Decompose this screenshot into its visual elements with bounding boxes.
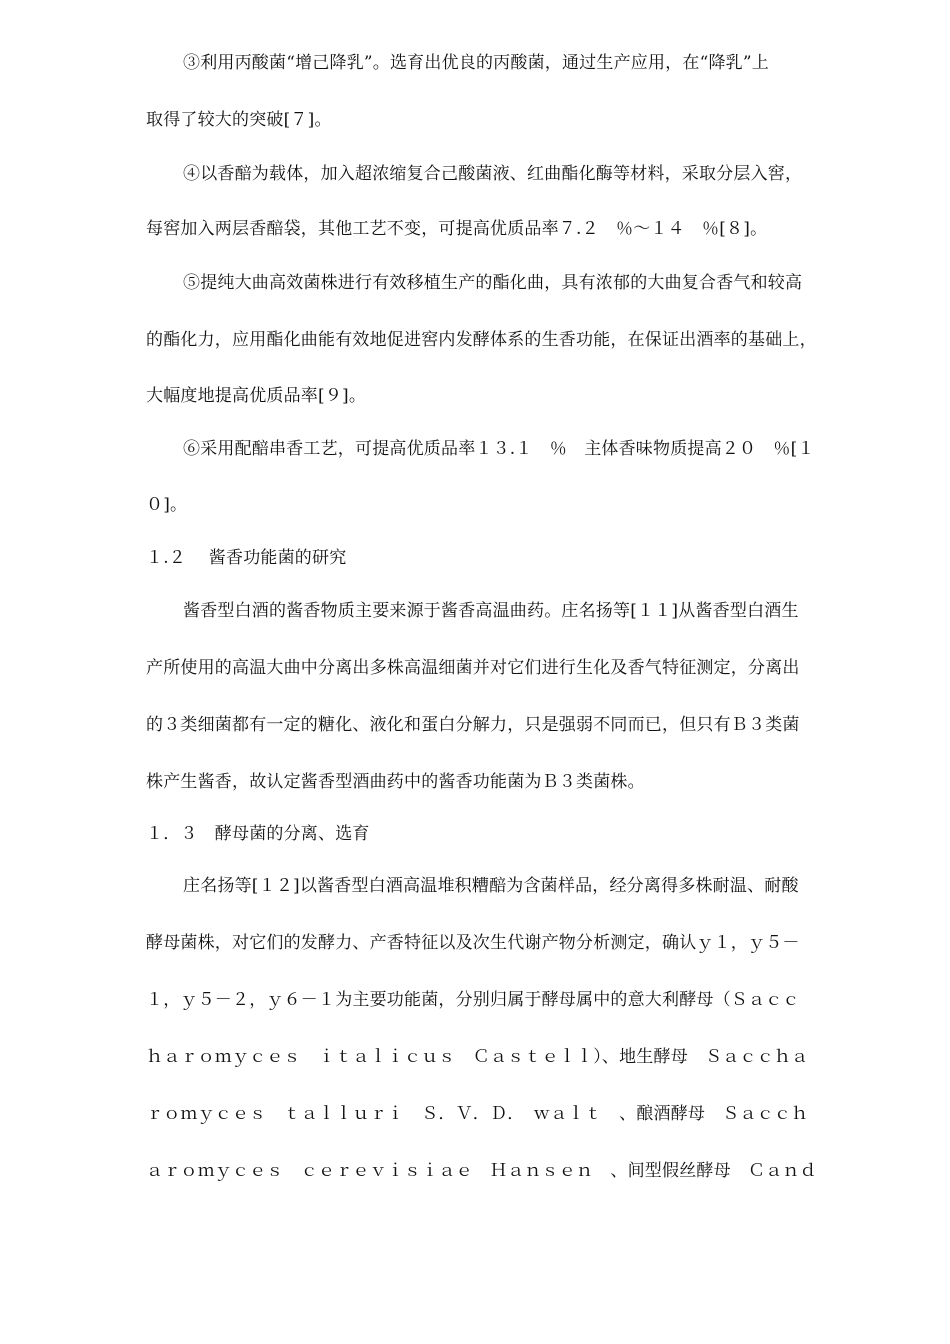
paragraph-8-line-4: ｈａｒｏｍｙｃｅｓ ｉｔａｌｉｃｕｓ Ｃａｓｔｅｌｌ）、地生酵母 Ｓａｃｃｈａ [146,1047,809,1067]
paragraph-7-line-4: 株产生酱香，故认定酱香型酒曲药中的酱香功能菌为Ｂ３类菌株。 [146,772,645,792]
paragraph-7-line-3: 的３类细菌都有一定的糖化、液化和蛋白分解力，只是强弱不同而已，但只有Ｂ３类菌 [146,715,800,735]
paragraph-3-line-2: 取得了较大的突破[７]。 [146,110,332,130]
paragraph-5-line-3: 大幅度地提高优质品率[９]。 [146,386,367,406]
paragraph-3-line-1: ③利用丙酸菌“增己降乳”。选育出优良的丙酸菌，通过生产应用，在“降乳”上 [183,53,769,73]
paragraph-4-line-2: 每窖加入两层香醅袋，其他工艺不变，可提高优质品率７.２ ％～１４ ％[８]。 [146,219,768,239]
paragraph-8-line-3: １，ｙ５－２，ｙ６－１为主要功能菌，分别归属于酵母属中的意大利酵母（Ｓａｃｃ [146,990,800,1010]
paragraph-8-line-1: 庄名扬等[１２]以酱香型白酒高温堆积糟醅为含菌样品，经分离得多株耐温、耐酸 [183,876,799,896]
section-heading-1-3: １．３ 酵母菌的分离、选育 [146,824,370,844]
paragraph-6-line-1: ⑥采用配醅串香工艺，可提高优质品率１３.１ ％ 主体香味物质提高２０ ％[１ [183,439,815,459]
paragraph-7-line-2: 产所使用的高温大曲中分离出多株高温细菌并对它们进行生化及香气特征测定，分离出 [146,658,800,678]
paragraph-6-line-2: ０]。 [146,495,188,515]
paragraph-8-line-6: ａｒｏｍｙｃｅｓ ｃｅｒｅｖｉｓｉａｅ Ｈａｎｓｅｎ 、间型假丝酵母 Ｃａｎｄ [146,1161,817,1181]
paragraph-4-line-1: ④以香醅为载体，加入超浓缩复合己酸菌液、红曲酯化酶等材料，采取分层入窖， [183,164,803,184]
paragraph-8-line-2: 酵母菌株，对它们的发酵力、产香特征以及次生代谢产物分析测定，确认ｙ１，ｙ５－ [146,933,800,953]
paragraph-5-line-1: ⑤提纯大曲高效菌株进行有效移植生产的酯化曲，具有浓郁的大曲复合香气和较高 [183,273,803,293]
paragraph-5-line-2: 的酯化力，应用酯化曲能有效地促进窖内发酵体系的生香功能，在保证出酒率的基础上， [146,330,817,350]
paragraph-8-line-5: ｒｏｍｙｃｅｓ ｔａｌｌｕｒｉ Ｓ．Ｖ．Ｄ． ｗａｌｔ 、酿酒酵母 Ｓａｃｃｈ [146,1104,809,1124]
paragraph-7-line-1: 酱香型白酒的酱香物质主要来源于酱香高温曲药。庄名扬等[１１]从酱香型白酒生 [183,601,799,621]
section-heading-1-2: １.２ 酱香功能菌的研究 [146,548,347,568]
